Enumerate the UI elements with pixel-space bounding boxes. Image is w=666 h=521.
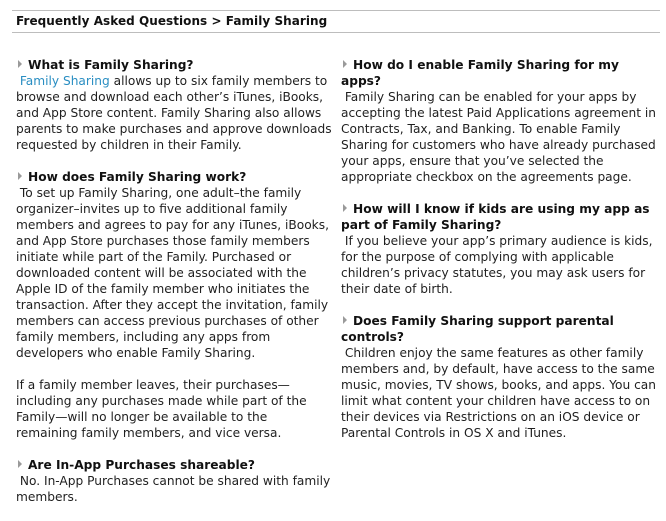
disclosure-triangle-right-icon bbox=[18, 60, 22, 68]
faq-item-what-is-family-sharing bbox=[16, 57, 332, 153]
faq-left-column bbox=[16, 57, 332, 521]
faq-question: What is Family Sharing? bbox=[28, 58, 194, 72]
breadcrumb: Frequently Asked Questions > Family Sharing bbox=[16, 14, 328, 28]
page-header bbox=[12, 10, 660, 33]
disclosure-triangle-right-icon bbox=[343, 60, 347, 68]
faq-item-kids-using-app bbox=[341, 201, 661, 297]
faq-answer bbox=[16, 473, 332, 505]
faq-answer-text: No. In-App Purchases cannot be shared with family members. bbox=[16, 474, 331, 504]
faq-right-column bbox=[341, 57, 661, 457]
faq-question: Does Family Sharing support parental controls? bbox=[341, 314, 614, 344]
faq-answer-text: To set up Family Sharing, one adult–the family organizer–invites up to five additional family members and agrees to pay for any iTunes, iBooks, and App Store purchases those family members initiate while part of the Family. Purchased or downloaded content will be associated with the Apple ID of the family member who initiates the transaction. After they accept the invitation, family members can access previous purchases of other family members, including any apps from developers who enable Family Sharing. bbox=[16, 186, 329, 360]
faq-question: Are In-App Purchases shareable? bbox=[28, 458, 255, 472]
faq-question-toggle[interactable] bbox=[16, 57, 332, 73]
disclosure-triangle-right-icon bbox=[18, 172, 22, 180]
faq-question-toggle[interactable] bbox=[341, 201, 661, 233]
faq-question-toggle[interactable] bbox=[341, 313, 661, 345]
faq-answer bbox=[341, 89, 661, 185]
faq-question: How will I know if kids are using my app as part of Family Sharing? bbox=[341, 202, 650, 232]
faq-answer-text: Children enjoy the same features as other family members and, by default, have access to the same music, movies, TV shows, books, and apps. You can limit what content your children have access to on their devices via Restrictions on an iOS device or Parental Controls in OS X and iTunes. bbox=[341, 346, 656, 440]
faq-item-in-app-purchases bbox=[16, 457, 332, 505]
disclosure-triangle-right-icon bbox=[18, 460, 22, 468]
faq-answer bbox=[16, 185, 332, 361]
faq-answer bbox=[341, 233, 661, 297]
faq-answer bbox=[341, 345, 661, 441]
disclosure-triangle-right-icon bbox=[343, 204, 347, 212]
faq-answer-text: Family Sharing can be enabled for your apps by accepting the latest Paid Applications agreement in Contracts, Tax, and Banking. To enable Family Sharing for customers who have already purchased your apps, ensure that you’ve selected the appropriate checkbox on the agreements page. bbox=[341, 90, 656, 184]
faq-question: How does Family Sharing work? bbox=[28, 170, 247, 184]
faq-question-toggle[interactable] bbox=[341, 57, 661, 89]
faq-answer-text: allows up to six family members to browse and download each other’s iTunes, iBooks, and App Store content. Family Sharing also allows parents to make purchases and approve downloads requested by children in their Family. bbox=[16, 74, 332, 152]
faq-question-toggle[interactable] bbox=[16, 169, 332, 185]
faq-question: How do I enable Family Sharing for my apps? bbox=[341, 58, 619, 88]
disclosure-triangle-right-icon bbox=[343, 316, 347, 324]
faq-item-how-does-family-sharing-work bbox=[16, 169, 332, 441]
faq-item-enable-family-sharing bbox=[341, 57, 661, 185]
family-sharing-link[interactable]: Family Sharing bbox=[19, 74, 110, 88]
faq-answer-paragraph: If a family member leaves, their purchases—including any purchases made while part of the Family—will no longer be available to the remaining family members, and vice versa. bbox=[16, 378, 307, 440]
faq-answer bbox=[16, 73, 332, 153]
faq-answer-text: If you believe your app’s primary audience is kids, for the purpose of complying with applicable children’s privacy statutes, you may ask users for their date of birth. bbox=[341, 234, 653, 296]
faq-question-toggle[interactable] bbox=[16, 457, 332, 473]
faq-item-parental-controls bbox=[341, 313, 661, 441]
